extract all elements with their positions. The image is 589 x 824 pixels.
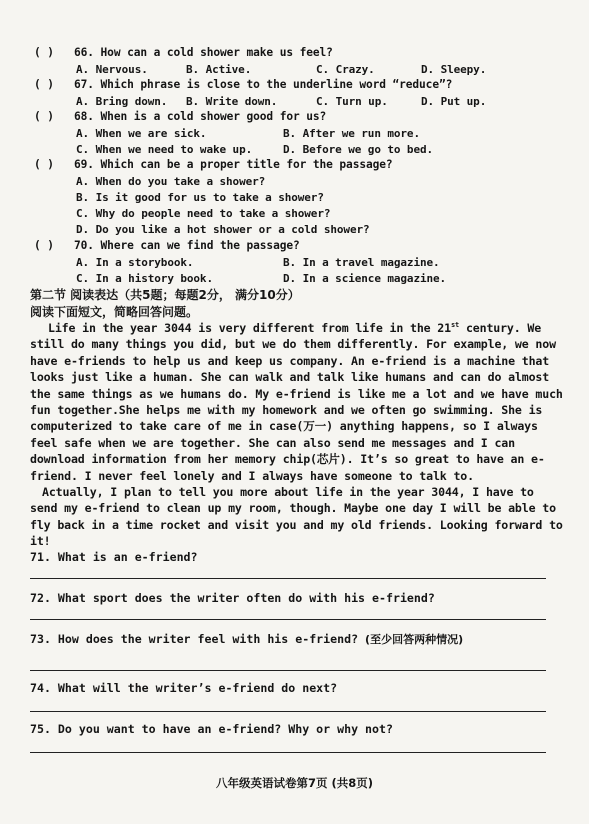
passage-paragraph-1	[30, 320, 563, 484]
question-text: 67. Which phrase is close to the underline word “reduce”?	[74, 78, 453, 91]
option-d: D. Sleepy.	[421, 63, 487, 76]
answer-line-73[interactable]	[30, 670, 546, 671]
question-text: 66. How can a cold shower make us feel?	[74, 46, 333, 59]
answer-bracket[interactable]: ( )	[34, 78, 54, 91]
passage-line: download information from her memory chip(芯片). It’s so great to have an e-	[30, 452, 545, 467]
page-footer: 八年级英语试卷第7页 (共8页)	[215, 776, 374, 790]
option-d: D. In a science magazine.	[283, 272, 447, 285]
question-text: 70. Where can we find the passage?	[74, 239, 300, 252]
option-b: B. After we run more.	[283, 127, 420, 140]
answer-bracket[interactable]: ( )	[34, 46, 54, 59]
passage-line: looks just like a human. She can walk and talk like humans and can do almost	[30, 370, 550, 385]
question-text: 68. When is a cold shower good for us?	[74, 110, 327, 123]
answer-line-75[interactable]	[30, 752, 546, 753]
passage-line: Life in the year 3044 is very different from life in the 21st century. We	[48, 321, 542, 335]
passage-line: it!	[30, 534, 51, 549]
option-b: B. Active.	[186, 63, 252, 76]
option-a: A. When do you take a shower?	[76, 175, 266, 188]
passage-paragraph-2	[30, 484, 563, 550]
option-a: A. Nervous.	[76, 63, 148, 76]
passage-line: friend. I never feel lonely and I always have someone to talk to.	[30, 468, 474, 483]
question-74: 74. What will the writer’s e-friend do next?	[30, 681, 338, 695]
option-a: A. In a storybook.	[76, 256, 194, 269]
question-69	[34, 158, 393, 171]
option-b: B. Write down.	[186, 95, 278, 108]
answer-bracket[interactable]: ( )	[34, 110, 54, 123]
answer-line-74[interactable]	[30, 711, 546, 712]
section-title: 第二节 阅读表达（共5题；每题2分， 满分10分）	[30, 288, 300, 302]
option-c: C. Why do people need to take a shower?	[76, 207, 331, 220]
question-note: (至少回答两种情况)	[365, 633, 464, 646]
option-b: B. Is it good for us to take a shower?	[76, 191, 324, 204]
answer-line-72[interactable]	[30, 619, 546, 620]
option-d: D. Before we go to bed.	[283, 143, 434, 156]
option-a: A. When we are sick.	[76, 127, 207, 140]
passage-line: the same things as we humans do. My e-friend is like me a lot and we have much	[30, 386, 563, 401]
question-71: 71. What is an e-friend?	[30, 550, 198, 564]
passage-line: have e-friends to help us and keep us company. An e-friend is a machine that	[30, 353, 550, 368]
answer-bracket[interactable]: ( )	[34, 158, 54, 171]
passage-line: send my e-friend to clean up my room, though. Maybe one day I will be able to	[30, 501, 556, 516]
passage-line: computerized to take care of me in case(万一) anything happens, so I always	[30, 419, 538, 434]
option-c: C. In a history book.	[76, 272, 213, 285]
answer-bracket[interactable]: ( )	[34, 239, 54, 252]
question-75: 75. Do you want to have an e-friend? Why or why not?	[30, 722, 393, 736]
option-c: C. When we need to wake up.	[76, 143, 253, 156]
section-instruction: 阅读下面短文，简略回答问题。	[30, 305, 199, 319]
passage-line: Actually, I plan to tell you more about life in the year 3044, I have to	[42, 485, 534, 499]
option-d: D. Do you like a hot shower or a cold shower?	[76, 223, 370, 236]
option-b: B. In a travel magazine.	[283, 256, 440, 269]
question-70	[34, 239, 300, 252]
question-text: 73. How does the writer feel with his e-friend?	[30, 632, 359, 646]
passage-line: fly back in a time rocket and visit you and my old friends. Looking forward to	[30, 517, 563, 532]
question-67	[34, 78, 452, 91]
option-a: A. Bring down.	[76, 95, 168, 108]
answer-line-71[interactable]	[30, 578, 546, 579]
passage-line: feel safe when we are together. She can also send me messages and I can	[30, 435, 515, 450]
question-66	[34, 46, 333, 59]
question-72: 72. What sport does the writer often do with his e-friend?	[30, 591, 435, 605]
question-68	[34, 110, 326, 123]
option-d: D. Put up.	[421, 95, 487, 108]
passage-line: still do many things you did, but we do them differently. For example, we now	[30, 337, 556, 352]
option-c: C. Turn up.	[316, 95, 388, 108]
option-c: C. Crazy.	[316, 63, 375, 76]
question-73	[30, 631, 463, 647]
passage-line: fun together.She helps me with my homework and we often go swimming. She is	[30, 403, 543, 418]
question-text: 69. Which can be a proper title for the passage?	[74, 158, 393, 171]
